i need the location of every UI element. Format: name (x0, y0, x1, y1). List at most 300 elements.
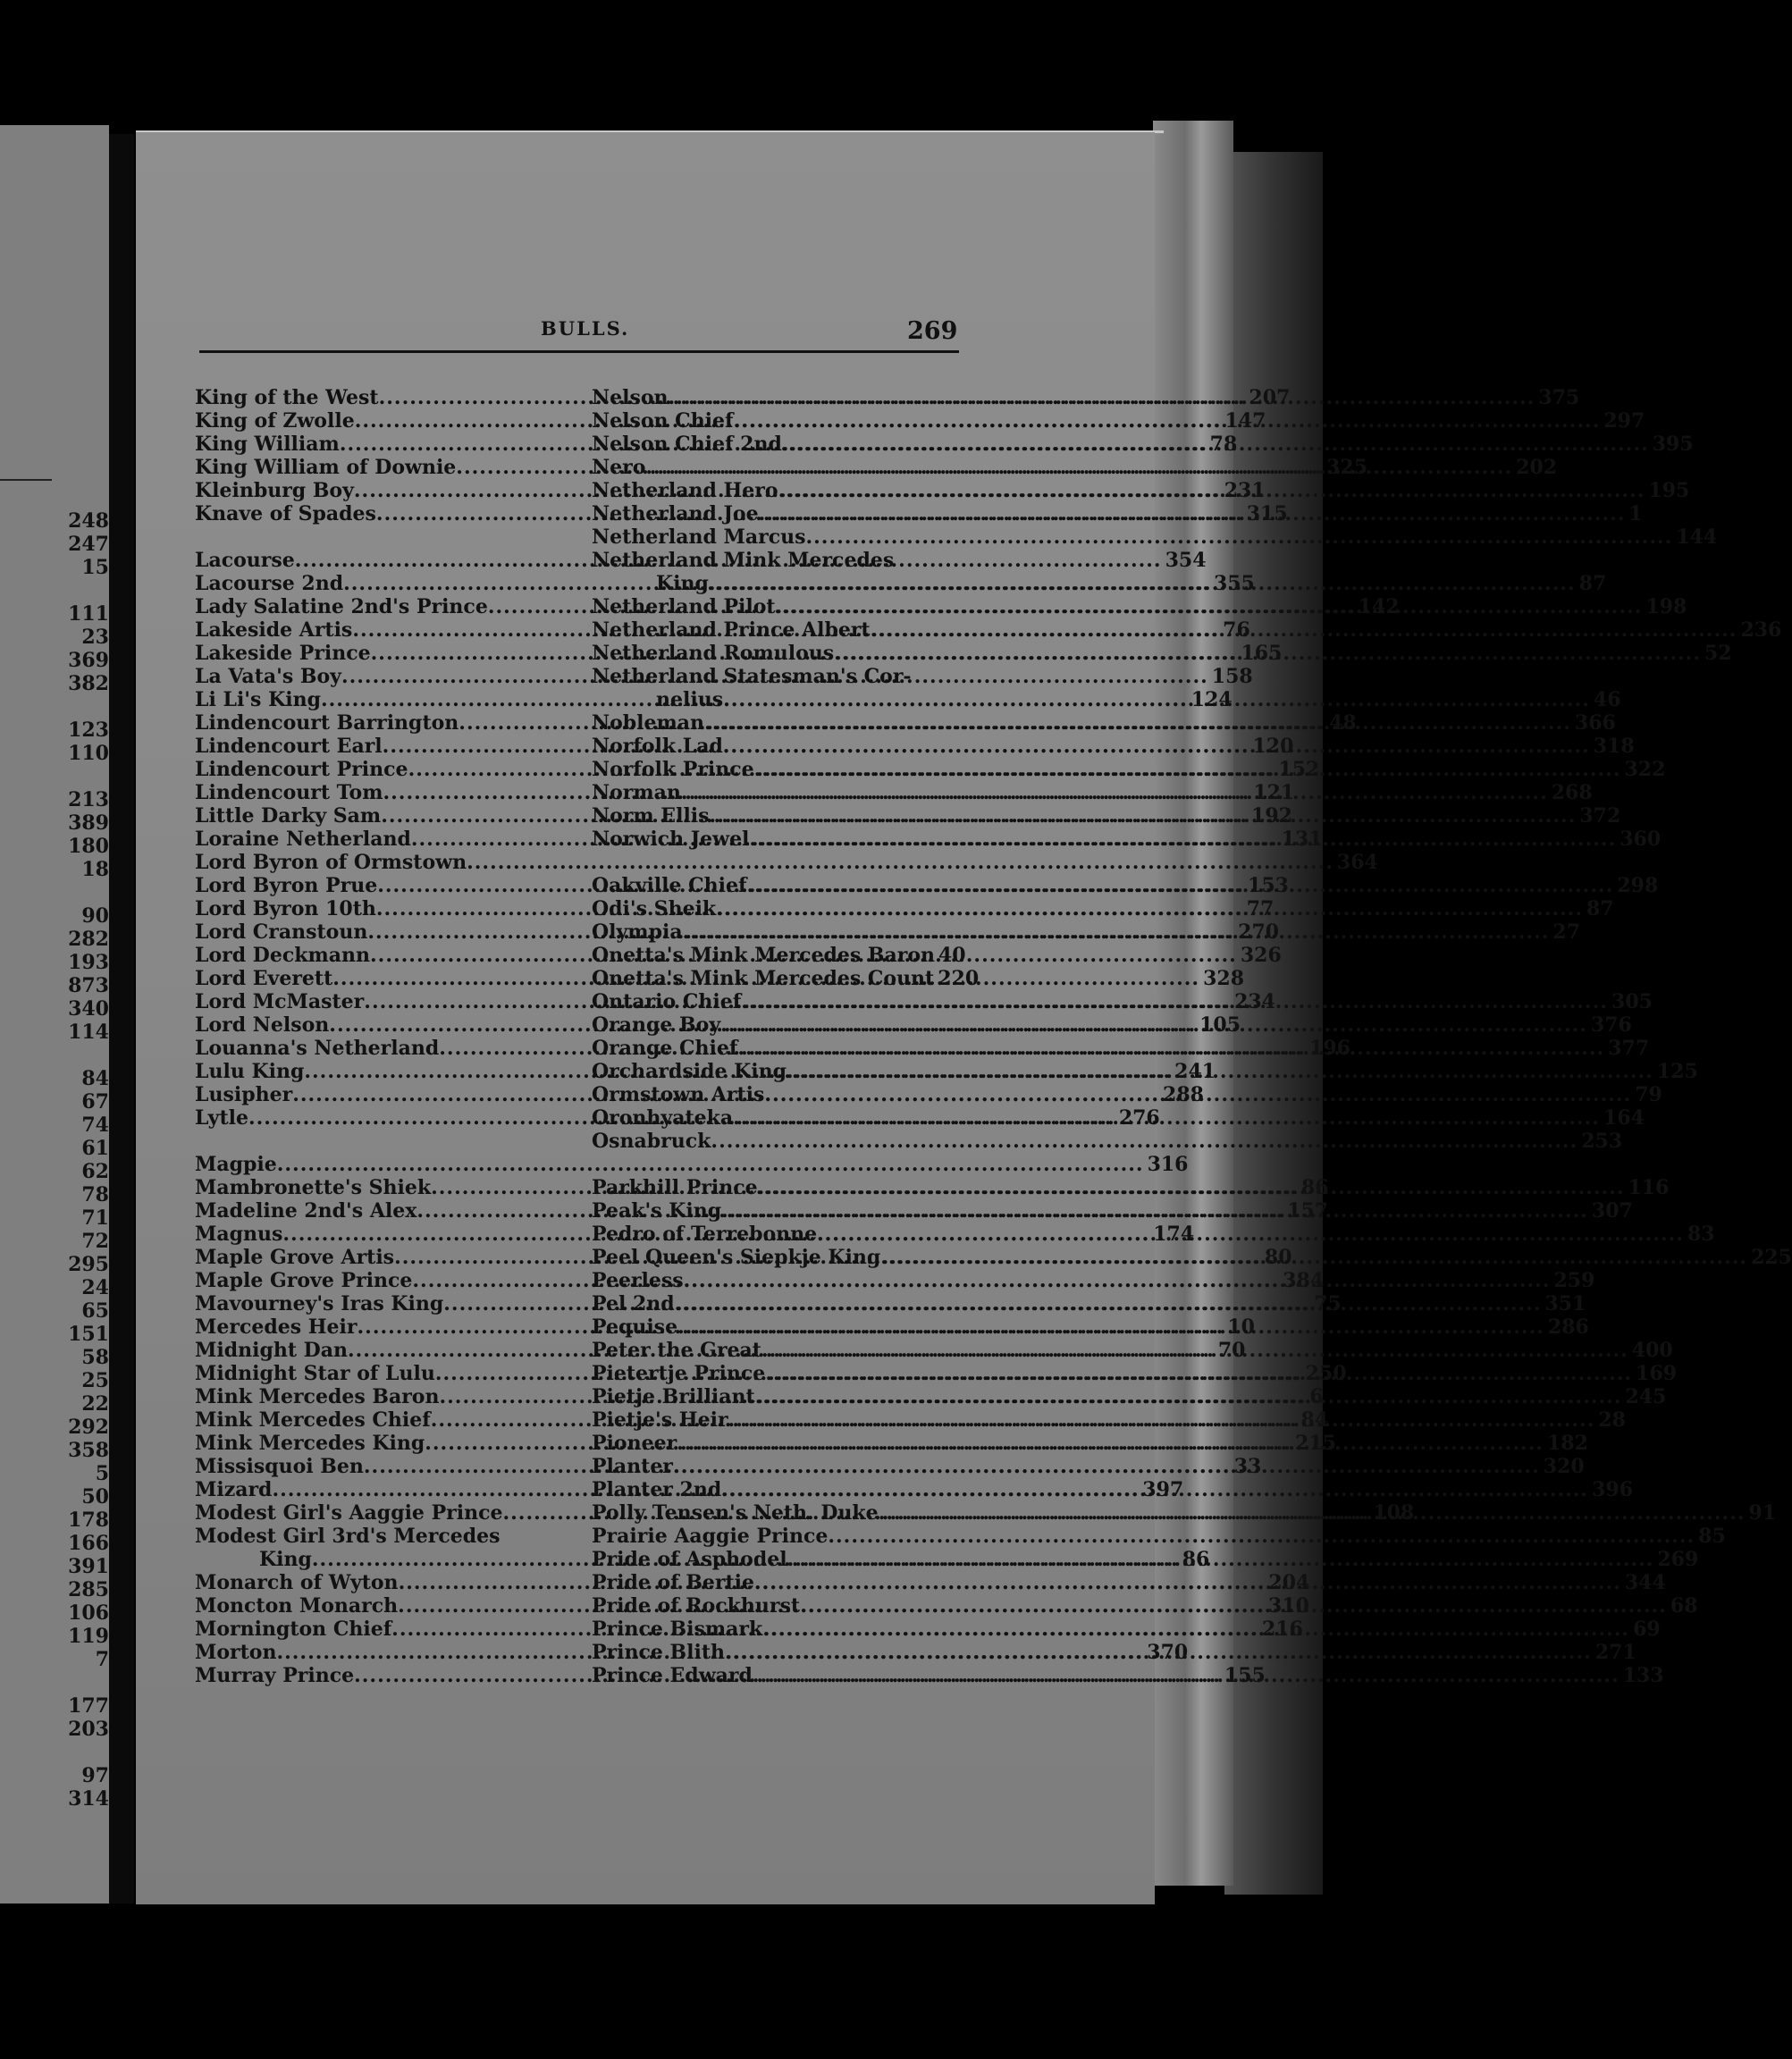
section-gap (592, 1153, 960, 1176)
entry-number: 215 (1295, 1432, 1336, 1455)
entry-name: Louanna's Netherland (195, 1037, 440, 1060)
leader-dots (681, 781, 1548, 804)
leader-dots (871, 618, 1737, 642)
facing-page-number: 7 (95, 1648, 109, 1671)
leader-dots (734, 409, 1601, 433)
entry-name: Onetta's Mink Mercedes Baron (592, 944, 935, 967)
entry-name: Modest Girl 3rd's Mercedes (195, 1525, 501, 1548)
entry-name: Maple Grove Artis (195, 1246, 395, 1269)
entry-number: 234 (1234, 990, 1276, 1013)
entry-name: Peerless (592, 1269, 684, 1292)
entry-number: 236 (1740, 618, 1782, 642)
entry-number: 121 (1253, 781, 1295, 804)
leader-dots (677, 1432, 1544, 1455)
entry-name: Lord Everett (195, 967, 333, 990)
entry-number: 10 (1227, 1315, 1255, 1339)
entry-number: 86 (1300, 1176, 1329, 1199)
entry-name: Maple Grove Prince (195, 1269, 413, 1292)
entry-name: Ormstown Artis (592, 1083, 765, 1106)
entry-number: 241 (1174, 1060, 1216, 1083)
entry-name: Nobleman (592, 711, 705, 735)
entry-number: 70 (1217, 1339, 1246, 1362)
entry-number: 84 (1300, 1408, 1329, 1432)
entry-number: 286 (1547, 1315, 1589, 1339)
entry-number: 355 (1213, 572, 1255, 595)
entry-name: Netherland Pilot (592, 595, 776, 618)
leader-dots (749, 828, 1616, 851)
entry-number: 307 (1591, 1199, 1633, 1223)
entry-number: 269 (1657, 1548, 1699, 1571)
entry-number: 320 (1543, 1455, 1585, 1478)
entry-name: King (259, 1548, 312, 1571)
entry-name: Pietje Brilliant (592, 1385, 755, 1408)
leader-dots (782, 433, 1649, 456)
leader-dots (709, 572, 1576, 595)
index-entry (592, 967, 980, 990)
leader-dots (728, 1408, 1595, 1432)
entry-number: 116 (1628, 1176, 1670, 1199)
entry-name: Missisquoi Ben (195, 1455, 364, 1478)
entry-name: Netherland Statesman's Cor- (592, 665, 912, 688)
facing-page (0, 125, 109, 1904)
facing-page-number: 58 (81, 1346, 109, 1369)
entry-number: 142 (1358, 595, 1400, 618)
index-entry (195, 851, 1378, 874)
facing-page-number: 391 (68, 1555, 109, 1578)
entry-name: Prince Blith (592, 1641, 726, 1664)
entry-number: 253 (1581, 1130, 1623, 1153)
index-entry (592, 1130, 1623, 1153)
entry-number: 78 (1209, 433, 1238, 456)
facing-page-number: 24 (81, 1276, 109, 1299)
facing-page-number: 151 (68, 1323, 109, 1346)
entry-number: 69 (1633, 1618, 1661, 1641)
entry-name: Orchardside King (592, 1060, 787, 1083)
leader-dots (710, 804, 1577, 828)
entry-name: Lusipher (195, 1083, 293, 1106)
leader-dots (725, 1641, 1592, 1664)
entry-name: Pedro of Terrebonne (592, 1223, 818, 1246)
book-spine (109, 134, 134, 1904)
entry-name: Lindencourt Prince (195, 758, 408, 781)
entry-number: 310 (1268, 1594, 1309, 1618)
index-entry (592, 549, 960, 572)
entry-number: 105 (1199, 1013, 1241, 1037)
facing-page-number: 247 (68, 533, 109, 556)
entry-name: Onetta's Mink Mercedes Count (592, 967, 935, 990)
facing-page-number: 369 (68, 649, 109, 672)
leader-dots (778, 479, 1645, 502)
entry-name: Norman (592, 781, 681, 804)
entry-number: 87 (1578, 572, 1607, 595)
entry-number: 83 (1687, 1223, 1715, 1246)
entry-number: 198 (1645, 595, 1687, 618)
entry-number: 164 (1603, 1106, 1645, 1130)
entry-number: 169 (1636, 1362, 1678, 1385)
entry-number: 87 (1586, 897, 1614, 920)
entry-name: Lord Deckmann (195, 944, 371, 967)
entry-number: 351 (1544, 1292, 1586, 1315)
page-number: 269 (907, 317, 958, 345)
facing-page-number: 71 (81, 1206, 109, 1230)
facing-page-number: 84 (81, 1067, 109, 1090)
leader-dots (765, 1362, 1632, 1385)
index-entry (592, 1385, 1667, 1408)
facing-page-number: 203 (68, 1718, 109, 1741)
entry-number: 204 (1268, 1571, 1310, 1594)
entry-name: Nero (592, 456, 646, 479)
entry-number: 220 (938, 967, 980, 990)
entry-name: Prince Bismark (592, 1618, 763, 1641)
entry-name: Peter the Great (592, 1339, 761, 1362)
entry-number: 52 (1704, 642, 1732, 665)
entry-number: 6 (1309, 1385, 1324, 1408)
entry-name: Knave of Spades (195, 502, 376, 525)
entry-name: Netherland Romulous (592, 642, 835, 665)
facing-page-number: 72 (81, 1230, 109, 1253)
facing-page-number: 23 (81, 626, 109, 649)
entry-name: Lacourse 2nd (195, 572, 344, 595)
entry-number: 366 (1574, 711, 1616, 735)
entry-number: 225 (1751, 1246, 1792, 1269)
facing-page-number: 65 (81, 1299, 109, 1323)
facing-page-number: 97 (81, 1764, 109, 1787)
entry-name: Lord Cranstoun (195, 920, 368, 944)
entry-number: 157 (1287, 1199, 1329, 1223)
leader-dots (673, 1455, 1540, 1478)
entry-name: Kleinburg Boy (195, 479, 354, 502)
entry-number: 276 (1118, 1106, 1160, 1130)
entry-number: 33 (1233, 1455, 1262, 1478)
leader-dots (805, 525, 1672, 549)
entry-name: Mink Mercedes Baron (195, 1385, 440, 1408)
leader-dots (645, 456, 1512, 479)
leader-dots (764, 1083, 1631, 1106)
entry-number: 174 (1153, 1223, 1195, 1246)
leader-dots (761, 1339, 1628, 1362)
entry-name: Planter (592, 1455, 673, 1478)
entry-number: 370 (1147, 1641, 1189, 1664)
leader-dots (737, 1037, 1604, 1060)
facing-page-number: 18 (81, 858, 109, 881)
entry-name: Mavourney's Iras King (195, 1292, 444, 1315)
entry-name: Lindencourt Barrington (195, 711, 459, 735)
entry-name: Lord Byron Prue (195, 874, 378, 897)
entry-name: Lord Nelson (195, 1013, 330, 1037)
leader-dots (747, 874, 1614, 897)
entry-name: Netherland Prince Albert (592, 618, 871, 642)
entry-name: Lord McMaster (195, 990, 365, 1013)
facing-page-numbers (38, 509, 109, 1811)
entry-number: 328 (1203, 967, 1245, 990)
leader-dots (758, 1176, 1625, 1199)
entry-name: Modest Girl's Aaggie Prince (195, 1501, 503, 1525)
entry-number: 245 (1625, 1385, 1667, 1408)
facing-page-number: 248 (68, 509, 109, 533)
facing-page-number: 873 (68, 974, 109, 997)
entry-name: Orange Chief (592, 1037, 738, 1060)
entry-name: Lakeside Artis (195, 618, 353, 642)
entry-name: Pietertje Prince (592, 1362, 766, 1385)
entry-name: Mizard (195, 1478, 273, 1501)
entry-number: 182 (1546, 1432, 1588, 1455)
leader-dots (753, 1664, 1620, 1687)
facing-page-number: 178 (68, 1509, 109, 1532)
entry-name: Midnight Dan (195, 1339, 348, 1362)
facing-page-number: 314 (68, 1787, 109, 1811)
facing-page-number (38, 765, 109, 788)
entry-name: Lakeside Prince (195, 642, 371, 665)
entry-number: 396 (1592, 1478, 1634, 1501)
entry-number: 124 (1190, 688, 1233, 711)
facing-page-number: 180 (68, 835, 109, 858)
entry-number: 372 (1579, 804, 1621, 828)
section-gap (592, 851, 960, 874)
leader-dots (741, 990, 1608, 1013)
entry-name: Peak's King (592, 1199, 722, 1223)
entry-number: 364 (1336, 851, 1378, 874)
index-entry (592, 665, 960, 688)
entry-number: 344 (1624, 1571, 1666, 1594)
leader-dots (762, 1618, 1629, 1641)
entry-name: Lindencourt Earl (195, 735, 383, 758)
entry-name: Polly Tensen's Neth. Duke (592, 1501, 879, 1525)
facing-page-number: 285 (68, 1578, 109, 1601)
index-entry (195, 1153, 1189, 1176)
facing-page-number: 295 (68, 1253, 109, 1276)
leader-dots (834, 642, 1701, 665)
entry-number: 75 (1314, 1292, 1342, 1315)
entry-number: 85 (1698, 1525, 1726, 1548)
entry-number: 196 (1309, 1037, 1351, 1060)
facing-page-number: 292 (68, 1416, 109, 1439)
entry-name: Lady Salatine 2nd's Prince (195, 595, 488, 618)
entry-name: Oronhyateka (592, 1106, 734, 1130)
facing-page-number: 193 (68, 951, 109, 974)
entry-name: Mink Mercedes Chief (195, 1408, 431, 1432)
entry-number: 79 (1635, 1083, 1662, 1106)
facing-page-number (38, 1741, 109, 1764)
index-entry (195, 1525, 561, 1548)
entry-name: Netherland Joe (592, 502, 759, 525)
entry-number: 125 (1656, 1060, 1698, 1083)
entry-name: Norwich Jewel (592, 828, 750, 851)
entry-number: 152 (1278, 758, 1320, 781)
entry-name: Netherland Mink Mercedes (592, 549, 895, 572)
leader-dots (721, 1478, 1588, 1501)
entry-name: Li Li's King (195, 688, 321, 711)
entry-name: Netherland Hero (592, 479, 778, 502)
entry-number: 153 (1248, 874, 1289, 897)
entry-number: 46 (1593, 688, 1621, 711)
entry-name: nelius (656, 688, 724, 711)
leader-dots (704, 711, 1571, 735)
entry-number: 250 (1305, 1362, 1347, 1385)
entry-name: Norm Ellis (592, 804, 710, 828)
index-entry (592, 944, 966, 967)
facing-page-number: 340 (68, 997, 109, 1021)
entry-name: Lacourse (195, 549, 295, 572)
facing-page-number: 111 (68, 602, 109, 626)
entry-name: Osnabruck (592, 1130, 711, 1153)
facing-page-number: 90 (81, 904, 109, 928)
entry-name: Pel 2nd (592, 1292, 675, 1315)
facing-page-number: 282 (68, 928, 109, 951)
entry-name: Lord Byron 10th (195, 897, 376, 920)
entry-number: 354 (1165, 549, 1207, 572)
facing-page-number (38, 695, 109, 719)
index-entry (592, 1525, 1726, 1548)
entry-number: 395 (1652, 433, 1694, 456)
facing-page-number: 50 (81, 1485, 109, 1509)
entry-number: 80 (1264, 1246, 1292, 1269)
entry-number: 48 (1329, 711, 1357, 735)
facing-page-number: 114 (68, 1021, 109, 1044)
entry-number: 195 (1648, 479, 1690, 502)
leader-dots (675, 1292, 1542, 1315)
facing-page-number: 389 (68, 811, 109, 835)
entry-name: King of the West (195, 386, 379, 409)
entry-number: 131 (1281, 828, 1323, 851)
entry-name: Pride of Bertie (592, 1571, 755, 1594)
facing-page-number: 74 (81, 1114, 109, 1137)
entry-name: Lulu King (195, 1060, 305, 1083)
entry-number: 268 (1551, 781, 1593, 804)
entry-name: Nelson Chief (592, 409, 734, 433)
entry-number: 76 (1223, 618, 1250, 642)
leader-dots (800, 1594, 1667, 1618)
entry-name: Murray Prince (195, 1664, 355, 1687)
facing-page-number: 119 (68, 1625, 109, 1648)
leader-dots (684, 1269, 1551, 1292)
entry-number: 315 (1246, 502, 1288, 525)
entry-number: 165 (1241, 642, 1283, 665)
leader-dots (755, 1385, 1622, 1408)
facing-page-number: 177 (68, 1694, 109, 1718)
entry-number: 322 (1624, 758, 1666, 781)
leader-dots (754, 1571, 1621, 1594)
entry-number: 326 (1240, 944, 1282, 967)
entry-number: 144 (1676, 525, 1718, 549)
entry-number: 384 (1283, 1269, 1325, 1292)
leader-dots (720, 1013, 1587, 1037)
entry-number: 270 (1238, 920, 1280, 944)
facing-page-number (38, 881, 109, 904)
facing-page-number (38, 1044, 109, 1067)
entry-number: 91 (1748, 1501, 1777, 1525)
entry-name: Magnus (195, 1223, 283, 1246)
entry-name: King of Zwolle (195, 409, 355, 433)
entry-number: 360 (1620, 828, 1662, 851)
facing-page-number: 166 (68, 1532, 109, 1555)
leader-dots (787, 1060, 1653, 1083)
facing-page-number: 22 (81, 1392, 109, 1416)
entry-number: 68 (1670, 1594, 1698, 1618)
header-rule (199, 350, 959, 353)
entry-name: Nelson (592, 386, 669, 409)
entry-number: 297 (1603, 409, 1645, 433)
entry-name: King William of Downie (195, 456, 457, 479)
leader-dots (683, 920, 1550, 944)
leader-dots (759, 502, 1626, 525)
facing-page-number: 123 (68, 719, 109, 742)
entry-number: 192 (1251, 804, 1292, 828)
entry-number: 318 (1593, 735, 1635, 758)
leader-dots (721, 1199, 1588, 1223)
leader-dots (879, 1501, 1746, 1525)
facing-page-number: 382 (68, 672, 109, 695)
leader-dots (711, 1130, 1577, 1153)
entry-number: 86 (1182, 1548, 1210, 1571)
entry-name: Mercedes Heir (195, 1315, 358, 1339)
entry-number: 288 (1163, 1083, 1204, 1106)
leader-dots (716, 897, 1583, 920)
leader-dots (787, 1548, 1654, 1571)
entry-number: 231 (1224, 479, 1266, 502)
entry-number: 28 (1598, 1408, 1626, 1432)
entry-name: King (656, 572, 709, 595)
entry-name: Peel Queen's Siepkje King (592, 1246, 881, 1269)
entry-number: 271 (1594, 1641, 1636, 1664)
entry-name: Odi's Sheik (592, 897, 717, 920)
entry-name: Ontario Chief (592, 990, 742, 1013)
entry-number: 375 (1538, 386, 1580, 409)
entry-name: Pietje's Heir (592, 1408, 728, 1432)
section-gap (195, 1130, 561, 1153)
facing-page-number: 15 (81, 556, 109, 579)
entry-name: Nelson Chief 2nd (592, 433, 782, 456)
facing-page-number: 78 (81, 1183, 109, 1206)
entry-number: 397 (1142, 1478, 1184, 1501)
entry-number: 202 (1516, 456, 1558, 479)
section-gap (195, 525, 561, 549)
entry-name: Lord Byron of Ormstown (195, 851, 467, 874)
leader-dots (669, 386, 1535, 409)
leader-dots (723, 735, 1590, 758)
entry-name: Magpie (195, 1153, 277, 1176)
facing-page-number: 213 (68, 788, 109, 811)
entry-number: 316 (1147, 1153, 1189, 1176)
facing-page-number: 110 (68, 742, 109, 765)
index-entry (592, 525, 1718, 549)
entry-number: 376 (1590, 1013, 1632, 1037)
leader-dots (677, 1315, 1544, 1339)
facing-page-number: 67 (81, 1090, 109, 1114)
facing-page-rule (0, 479, 52, 481)
entry-number: 305 (1611, 990, 1653, 1013)
facing-page-number (38, 1671, 109, 1694)
entry-name: King William (195, 433, 340, 456)
entry-number: 27 (1552, 920, 1581, 944)
entry-name: Monarch of Wyton (195, 1571, 399, 1594)
entry-name: Loraine Netherland (195, 828, 411, 851)
entry-name: Morton (195, 1641, 277, 1664)
leader-dots (828, 1525, 1695, 1548)
entry-name: Planter 2nd (592, 1478, 722, 1501)
entry-name: Madeline 2nd's Alex (195, 1199, 417, 1223)
entry-name: Pride of Asphodel (592, 1548, 787, 1571)
entry-number: 325 (1326, 456, 1368, 479)
entry-number: 120 (1252, 735, 1294, 758)
entry-name: Pioneer (592, 1432, 677, 1455)
entry-number: 155 (1224, 1664, 1266, 1687)
entry-number: 207 (1249, 386, 1291, 409)
entry-name: Midnight Star of Lulu (195, 1362, 435, 1385)
facing-page-number: 358 (68, 1439, 109, 1462)
entry-number: 400 (1631, 1339, 1673, 1362)
entry-name: Prince Edward (592, 1664, 753, 1687)
entry-name: Mambronette's Shiek (195, 1176, 432, 1199)
